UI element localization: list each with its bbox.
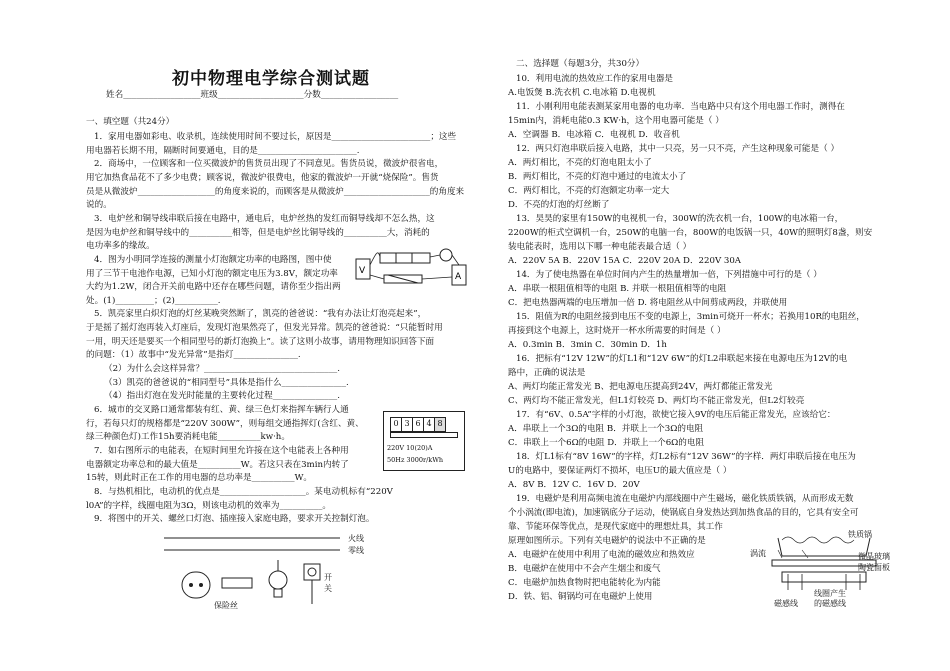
page-title: 初中物理电学综合测试题: [172, 69, 370, 89]
question-line: 15转，则此时正在工作的用电器的总功率是__________W。: [86, 473, 313, 484]
question-line: （3）凯亮的爸爸说的“相同型号”具体是指什么_______________.: [104, 377, 349, 388]
question-line: 绿三种颜色灯)工作15h要消耗电能__________kw·h。: [86, 432, 290, 443]
question-line: 9．将图中的开关、螺丝口灯泡、插座接入家庭电路，要求开关控制灯泡。: [94, 514, 375, 525]
meter-digit: 6: [413, 418, 424, 431]
question-line: （2）为什么会这样异常？_______________________________.: [104, 364, 340, 375]
question-line: 用电器若长期不用，隔断时间要通电，目的是_______________________.: [86, 145, 360, 156]
question-line: 员是从微波炉__________________的角度来说的，而顾客是从微波炉____________________的角度来: [86, 186, 465, 197]
question-line: 17．有“6V、0.5A”字样的小灯泡，欲使它接入9V的电压后能正常发光，应该给它：: [516, 410, 836, 420]
meter-rating: 220V 10(20)A: [387, 444, 433, 452]
question-line: C、两灯均不能正常发光，但L1灯较亮 D、两灯均不能正常发光，但L2灯较亮: [508, 396, 805, 406]
question-line: （4）指出灯泡在发光时能量的主要转化过程_______________.: [104, 391, 340, 402]
electricity-meter: [383, 411, 465, 471]
question-line: 用了三节干电池作电源，已知小灯泡的额定电压为3.8V，额定功率: [86, 268, 338, 279]
pot-label: 铁质锅: [848, 530, 872, 539]
meter-disc: [390, 432, 458, 438]
question-line: A．220V 5A B．220V 15A C．220V 20A D．220V 30A: [508, 256, 742, 266]
question-line: D．铁、铝、铜锅均可在电磁炉上使用: [508, 592, 653, 602]
question-line: 6．城市的交叉路口通常都装有红、黄、绿三色灯来指挥车辆行人通: [94, 405, 349, 415]
meter-digit: 8: [435, 418, 445, 431]
socket-icon: [182, 572, 210, 598]
question-line: 行，若每只灯的规格都是“220V 300W”，则每组交通指挥灯(含红、黄、: [86, 418, 364, 429]
coil-label-2: 的磁感线: [814, 599, 846, 608]
bulb-icon: [269, 571, 287, 589]
question-line: 7．如右图所示的电能表，在短时间里允许接在这个电能表上各种用: [94, 445, 349, 456]
question-line: 说的。: [86, 200, 112, 211]
question-line: 12．两只灯泡串联后接入电路，其中一只亮，另一只不亮，产生这种现象可能是（ ）: [516, 144, 840, 154]
question-line: l0A”的字样，线圈电阻为3Ω，则该电动机的效率为__________。: [86, 500, 331, 511]
question-line: 电功率多的缘故。: [86, 241, 155, 252]
question-line: 15min内，消耗电能0.3 KW·h，这个用电器可能是（ ）: [508, 116, 724, 126]
question-line: 路中，正确的说法是: [508, 368, 586, 378]
question-line: A．8V B．12V C．16V D．20V: [508, 480, 640, 490]
question-line: 处。(1)_________；(2)__________.: [86, 295, 221, 306]
lamp-icon: [440, 249, 452, 261]
meter-digits: [390, 417, 446, 432]
question-line: C．串联上一个6Ω的电阻 D．并联上一个6Ω的电阻: [508, 438, 705, 448]
section-fill-in-title: 一、填空题（共24分）: [86, 117, 175, 127]
question-line: C．两灯相比，不亮的灯泡额定功率一定大: [508, 186, 670, 196]
neutral-wire-label: 零线: [348, 546, 364, 555]
question-line: 个小涡流(即电流)，加速锅底分子运动，使锅底自身发热达到加热食品的目的，它具有安全可: [508, 508, 859, 518]
question-line: A、两灯均能正常发光 B、把电源电压提高到24V，两灯都能正常发光: [508, 382, 773, 392]
question-line: B．两灯相比，不亮的灯泡中通过的电流太小了: [508, 172, 687, 182]
question-line: 大约为1.2W，闭合开关前电路中还存在哪些问题，请你至少指出两: [86, 282, 341, 293]
question-line: B．电磁炉在使用中不会产生烟尘和废气: [508, 564, 661, 574]
question-line: A．0.3min B．3min C．30min D．1h: [508, 340, 667, 350]
question-line: D．不亮的灯泡的灯丝断了: [508, 200, 610, 210]
question-line: 2．商场中，一位顾客和一位买微波炉的售货员出现了不同意见。售货员说，微波炉很省电，: [94, 159, 444, 170]
question-line: A．空调器 B．电冰箱 C．电视机 D．收音机: [508, 130, 680, 140]
circuit-diagram: [354, 243, 472, 293]
question-line: 8．与热机相比，电动机的优点是____________________。某电动机标有“220V: [94, 486, 393, 497]
question-line: 18．灯L1标有“8V 16W”的字样，灯L2标有“12V 36W”的字样．两灯串联后接在电压为: [516, 452, 856, 462]
question-line: 电器额定功率总和的最大值是__________W。若这只表在3min内转了: [86, 459, 349, 470]
meter-digit: 0: [391, 418, 402, 431]
question-line: A．电磁炉在使用中利用了电流的磁效应和热效应: [508, 550, 695, 560]
question-line: 10．利用电流的热效应工作的家用电器是: [516, 74, 674, 84]
eddy-label: 涡流: [750, 549, 766, 558]
fuse-label: 保险丝: [214, 601, 238, 610]
fire-wire-label: 火线: [348, 534, 364, 543]
meter-digit: 4: [424, 418, 435, 431]
question-line: 靠、节能环保等优点，是现代家庭中的理想灶具，其工作: [508, 522, 723, 532]
ammeter-label: A: [455, 272, 462, 282]
question-line: C．电磁炉加热食物时把电能转化为内能: [508, 578, 661, 588]
question-line: 2200W的柜式空调机一台，250W的电脑一台，800W的电饭锅一只，40W的照明灯8盏，则安: [508, 228, 873, 238]
coil-label-1: 线圈产生: [814, 589, 846, 598]
question-line: 14．为了使电热器在单位时间内产生的热量增加一倍，下列措施中可行的是（ ）: [516, 270, 822, 280]
question-line: 的问题：（1）故事中“发光异常”是指灯_______________.: [86, 350, 301, 361]
question-line: 3．电炉丝和铜导线串联后接在电路中，通电后，电炉丝热的发红而铜导线却不怎么热，这: [94, 213, 435, 224]
question-line: A．串联上一个3Ω的电阻 B．并联上一个3Ω的电阻: [508, 424, 704, 434]
question-line: 一用，明天还是要买一个相同型号的新灯泡换上”。读了这则小故事，请用物理知识回答下面: [86, 336, 435, 347]
section-choice-title: 二、选择题（每题3分，共30分）: [516, 59, 645, 69]
question-line: U的电路中，要保证两灯不损坏，电压U的最大值应是（ ）: [508, 466, 732, 476]
student-info-line: 姓名__________________班级____________________分数__________________: [106, 90, 399, 100]
question-line: 再接到这个电源上，这时烧开一杯水所需要的时间是（ ）: [508, 326, 726, 336]
question-line: 16．把标有“12V 12W”的灯L1和“12V 6W”的灯L2串联起来接在电源电压为12V的电: [516, 354, 848, 364]
question-line: 1．家用电器如彩电、收录机，连续使用时间不要过长，原因是_______________________；这些: [94, 132, 457, 142]
switch-icon: [304, 564, 320, 580]
voltmeter-label: V: [359, 266, 366, 276]
question-line: A.电饭煲 B.洗衣机 C.电冰箱 D.电视机: [508, 88, 656, 98]
glass-label-1: 微晶玻璃: [858, 552, 890, 561]
glass-label-2: 陶瓷面板: [858, 563, 890, 572]
question-line: A．两灯相比，不亮的灯泡电阻太小了: [508, 158, 652, 168]
meter-spec: 50Hz 3000r/kWh: [387, 456, 444, 464]
question-line: 4．图为小明同学连接的测量小灯泡额定功率的电路图，图中使: [94, 254, 332, 265]
battery-pack: [380, 253, 430, 263]
question-line: C．把电热器两端的电压增加一倍 D. 将电阻丝从中间剪成两段，并联使用: [508, 298, 788, 308]
question-line: 15．阻值为R的电阻丝接到电压不变的电源上，3min可烧开一杯水；若换用10R的电阻丝，: [516, 312, 865, 322]
question-line: 19．电磁炉是利用高频电流在电磁炉内部线圈中产生磁场，磁化铁质铁锅，从而形成无数: [516, 494, 854, 504]
question-line: 于是摇了摇灯泡再装入灯座后，发现灯泡果然亮了，但发光异常。凯亮的爸爸说：“只能暂时用: [86, 323, 443, 334]
field-label: 磁感线: [774, 599, 798, 608]
fuse-icon: [222, 578, 252, 588]
question-line: 装电能表时，选用以下哪一种电能表最合适（ ）: [508, 242, 692, 252]
question-line: A．串联一根阻值相等的电阻 B. 并联一根阻值相等的电阻: [508, 284, 727, 294]
household-wiring-figure: [164, 534, 444, 612]
question-line: 5．凯亮家里白炽灯泡的灯丝某晚突然断了，凯亮的爸爸说：“我有办法让灯泡亮起来”，: [94, 309, 427, 320]
meter-digit: 3: [402, 418, 413, 431]
question-line: 用它加热食品花不了多少电费；顾客说，微波炉很费电，他家的微波炉一开就“烧保险”。售货: [86, 172, 439, 183]
question-line: 原理如图所示。下列有关电磁炉的说法中不正确的是: [508, 536, 706, 546]
coil: [782, 572, 866, 582]
switch-label: 开关: [324, 573, 332, 593]
question-line: 是因为电炉丝和铜导线中的__________相等，但是电炉丝比铜导线的__________大，消耗的: [86, 227, 430, 238]
question-line: 11．小刚利用电能表测某家用电器的电功率．当电路中只有这个用电器工作时，测得在: [516, 102, 845, 112]
question-line: 13．昊昊的家里有150W的电视机一台，300W的洗衣机一台，100W的电冰箱一台，: [516, 214, 844, 224]
